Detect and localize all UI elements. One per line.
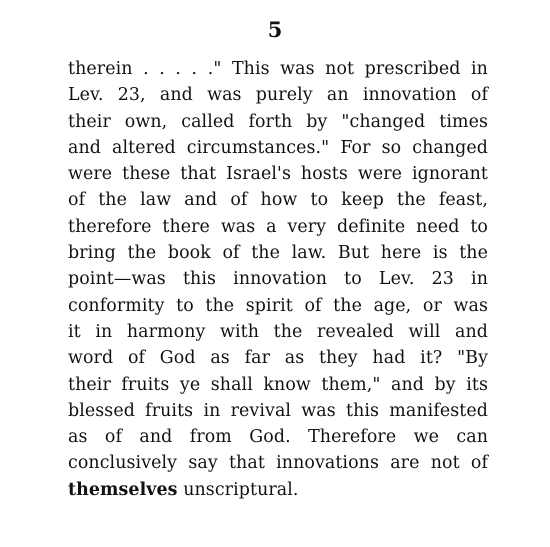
body-text xyxy=(68,56,488,503)
bold-word: themselves xyxy=(68,479,178,500)
text-line: their fruits ye shall know them," and by its xyxy=(68,374,488,395)
text-line: bring the book of the law. But here is the xyxy=(68,243,488,264)
text-line: word of God as far as they had it? "By xyxy=(68,348,488,369)
text-line: therefore there was a very definite need to xyxy=(68,216,488,237)
text-line: Lev. 23, and was purely an innovation of xyxy=(68,85,488,106)
text-line: conformity to the spirit of the age, or was xyxy=(68,295,488,316)
text-line: conclusively say that innovations are not of xyxy=(68,453,488,474)
text-line: it in harmony with the revealed will and xyxy=(68,321,488,342)
text-line: as of and from God. Therefore we can xyxy=(68,427,488,448)
text-line-last xyxy=(68,477,488,503)
text-line-end: unscriptural. xyxy=(177,479,299,500)
page-number: 5 xyxy=(267,17,283,42)
text-line: of the law and of how to keep the feast, xyxy=(68,190,488,211)
text-line: therein . . . . ." This was not prescribed in xyxy=(68,59,488,79)
text-line: and altered circumstances." For so changed xyxy=(68,137,488,158)
text-line: their own, called forth by "changed times xyxy=(68,111,488,132)
text-line: point—was this innovation to Lev. 23 in xyxy=(68,269,488,290)
text-line: blessed fruits in revival was this manifested xyxy=(68,400,488,421)
text-line: were these that Israel's hosts were ignorant xyxy=(68,164,488,185)
